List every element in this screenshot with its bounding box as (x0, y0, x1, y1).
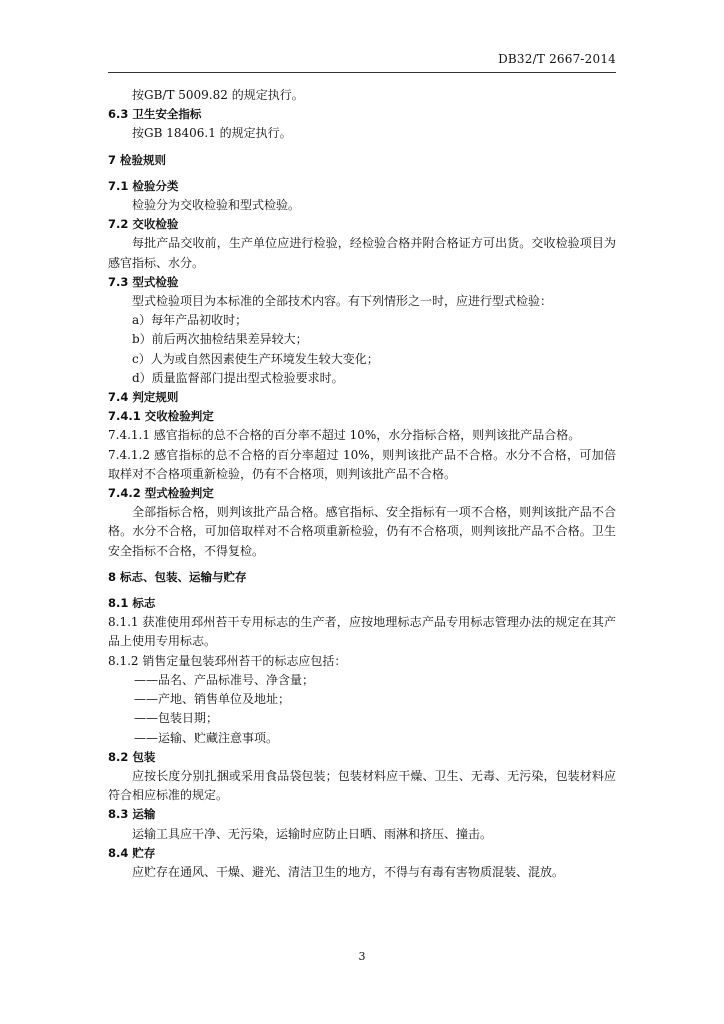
section-heading-8-2: 8.2 包装 (108, 749, 156, 764)
paragraph: 型式检验项目为本标准的全部技术内容。有下列情形之一时，应进行型式检验： (132, 294, 553, 309)
clause-7-4-1-1: 7.4.1.1 感官指标的总不合格的百分率不超过 10%，水分指标合格，则判该批产品合格。 (108, 428, 581, 443)
clause-8-1-2: 8.1.2 销售定量包装邳州苔干的标志应包括： (108, 653, 347, 668)
section-heading-7-2: 7.2 交收检验 (108, 217, 179, 232)
paragraph: 每批产品交收前，生产单位应进行检验，经检验合格并附合格证方可出货。交收检验项目为感官指标、水分。 (108, 236, 616, 270)
dash-list-item: ——品名、产品标准号、净含量； (134, 672, 315, 687)
chapter-heading-8: 8 标志、包装、运输与贮存 (108, 569, 247, 584)
paragraph: 按GB/T 5009.82 的规定执行。 (132, 88, 304, 102)
dash-list-item: ——运输、贮藏注意事项。 (134, 730, 279, 745)
list-item: c）人为或自然因素使生产环境发生较大变化； (132, 351, 379, 366)
standard-code: DB32/T 2667-2014 (498, 52, 616, 66)
paragraph: 检验分为交收检验和型式检验。 (132, 198, 301, 213)
list-item: a）每年产品初收时； (132, 313, 248, 328)
dash-list-item: ——产地、销售单位及地址； (134, 692, 291, 707)
dash-list-item: ——包装日期； (134, 711, 219, 726)
list-item: d）质量监督部门提出型式检验要求时。 (132, 370, 344, 385)
paragraph: 运输工具应干净、无污染，运输时应防止日晒、雨淋和挤压、撞击。 (132, 826, 493, 841)
section-heading-7-3: 7.3 型式检验 (108, 274, 179, 289)
paragraph: 应贮存在通风、干燥、避光、清洁卫生的地方，不得与有毒有害物质混装、混放。 (132, 864, 565, 879)
section-heading-8-4: 8.4 贮存 (108, 845, 156, 860)
section-heading-6-3: 6.3 卫生安全指标 (108, 107, 202, 122)
section-heading-8-3: 8.3 运输 (108, 807, 156, 822)
clause-8-1-1: 8.1.1 获准使用邳州苔干专用标志的生产者，应按地理标志产品专用标志管理办法的规定在其产品上使用专用标志。 (108, 615, 616, 649)
section-heading-7-1: 7.1 检验分类 (108, 178, 179, 193)
section-heading-7-4-1: 7.4.1 交收检验判定 (108, 409, 214, 424)
paragraph: 全部指标合格，则判该批产品合格。感官指标、安全指标有一项不合格，则判该批产品不合格。水分不合格，可加倍取样对不合格项重新检验，仍有不合格项，则判该批产品不合格。卫生安全指标不合格，不得复检。 (108, 505, 616, 558)
section-heading-7-4: 7.4 判定规则 (108, 390, 179, 405)
clause-7-4-1-2: 7.4.1.2 感官指标的总不合格的百分率超过 10%，则判该批产品不合格。水分不合格，可加倍取样对不合格项重新检验，仍有不合格项，则判该批产品不合格。 (108, 447, 616, 481)
header-rule (108, 72, 616, 73)
chapter-heading-7: 7 检验规则 (108, 152, 167, 167)
page-number: 3 (358, 950, 366, 963)
paragraph: 按GB 18406.1 的规定执行。 (132, 126, 292, 141)
document-body (108, 86, 616, 882)
list-item: b）前后两次抽检结果差异较大； (132, 332, 308, 347)
paragraph: 应按长度分别扎捆或采用食品袋包装；包装材料应干燥、卫生、无毒、无污染，包装材料应符合相应标准的规定。 (108, 768, 616, 803)
section-heading-8-1: 8.1 标志 (108, 596, 156, 611)
section-heading-7-4-2: 7.4.2 型式检验判定 (108, 486, 214, 501)
